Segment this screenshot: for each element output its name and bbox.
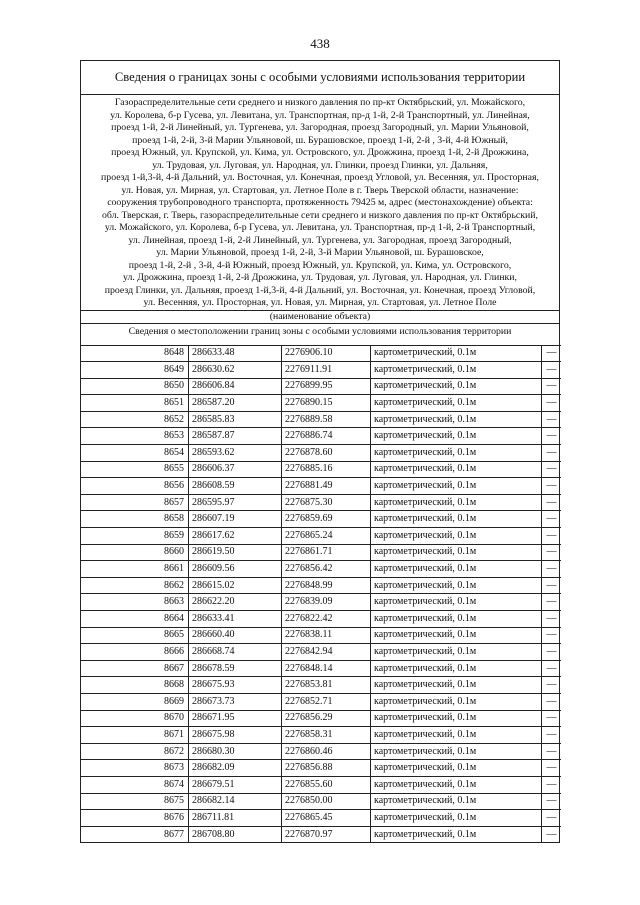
note-cell: —	[542, 743, 562, 760]
y-coordinate-cell: 2276852.71	[282, 693, 371, 710]
point-number-cell: 8659	[81, 528, 189, 545]
point-number-cell: 8656	[81, 478, 189, 495]
method-cell: картометрический, 0.1м	[371, 511, 542, 528]
table-row	[81, 577, 561, 594]
note-cell: —	[542, 528, 562, 545]
y-coordinate-cell: 2276848.99	[282, 577, 371, 594]
method-cell: картометрический, 0.1м	[371, 677, 542, 694]
object-description-line: ул. Марии Ульяновой, проезд 1-й, 2-й, 3-й Марии Ульяновой, ш. Бурашовское,	[156, 247, 484, 258]
point-number-cell: 8654	[81, 445, 189, 462]
note-cell: —	[542, 461, 562, 478]
table-row	[81, 378, 561, 395]
table-row	[81, 411, 561, 428]
table-row	[81, 561, 561, 578]
note-cell: —	[542, 693, 562, 710]
table-row	[81, 826, 561, 842]
object-description-line: сооружения трубопроводного транспорта, протяженность 79425 м, адрес (местонахождение) объекта:	[107, 197, 533, 208]
x-coordinate-cell: 286679.51	[189, 776, 282, 793]
table-row	[81, 793, 561, 810]
note-cell: —	[542, 577, 562, 594]
point-number-cell: 8663	[81, 594, 189, 611]
object-caption: (наименование объекта)	[81, 310, 559, 323]
note-cell: —	[542, 544, 562, 561]
point-number-cell: 8674	[81, 776, 189, 793]
y-coordinate-cell: 2276856.42	[282, 561, 371, 578]
table-row	[81, 544, 561, 561]
y-coordinate-cell: 2276856.88	[282, 760, 371, 777]
y-coordinate-cell: 2276875.30	[282, 494, 371, 511]
x-coordinate-cell: 286711.81	[189, 810, 282, 827]
object-description-line: ул. Новая, ул. Мирная, ул. Стартовая, ул. Летное Поле в г. Тверь Тверской области, назначение:	[121, 184, 519, 196]
x-coordinate-cell: 286617.62	[189, 528, 282, 545]
table-row	[81, 627, 561, 644]
note-cell: —	[542, 511, 562, 528]
x-coordinate-cell: 286633.41	[189, 611, 282, 628]
method-cell: картометрический, 0.1м	[371, 627, 542, 644]
method-cell: картометрический, 0.1м	[371, 710, 542, 727]
x-coordinate-cell: 286678.59	[189, 660, 282, 677]
object-description-line: ул. Линейная, проезд 1-й, 2-й Линейный, ул. Тургенева, ул. Загородная, проезд Загородный,	[128, 234, 512, 246]
x-coordinate-cell: 286682.14	[189, 793, 282, 810]
coordinates-table	[81, 345, 561, 843]
x-coordinate-cell: 286675.98	[189, 727, 282, 744]
object-description-line: проезд 1-й, 2-й , 3-й, 4-й Южный, проезд Южный, ул. Крупской, ул. Кима, ул. Островского,	[128, 259, 512, 271]
method-cell: картометрический, 0.1м	[371, 395, 542, 412]
method-cell: картометрический, 0.1м	[371, 810, 542, 827]
method-cell: картометрический, 0.1м	[371, 345, 542, 362]
table-row	[81, 395, 561, 412]
point-number-cell: 8660	[81, 544, 189, 561]
table-row	[81, 776, 561, 793]
point-number-cell: 8652	[81, 411, 189, 428]
note-cell: —	[542, 644, 562, 661]
point-number-cell: 8676	[81, 810, 189, 827]
x-coordinate-cell: 286708.80	[189, 826, 282, 842]
x-coordinate-cell: 286619.50	[189, 544, 282, 561]
table-row	[81, 461, 561, 478]
y-coordinate-cell: 2276822.42	[282, 611, 371, 628]
method-cell: картометрический, 0.1м	[371, 611, 542, 628]
point-number-cell: 8655	[81, 461, 189, 478]
object-description-line: обл. Тверская, г. Тверь, газораспределительные сети среднего и низкого давления по пр-кт Октябрьский,	[102, 209, 538, 221]
point-number-cell: 8651	[81, 395, 189, 412]
method-cell: картометрический, 0.1м	[371, 445, 542, 462]
x-coordinate-cell: 286609.56	[189, 561, 282, 578]
y-coordinate-cell: 2276860.46	[282, 743, 371, 760]
method-cell: картометрический, 0.1м	[371, 528, 542, 545]
point-number-cell: 8653	[81, 428, 189, 445]
object-description-line: проезд 1-й,3-й, 4-й Дальний, ул. Восточная, ул. Конечная, проезд Угловой, ул. Весенняя, ул. Просторная,	[101, 172, 539, 183]
y-coordinate-cell: 2276911.91	[282, 362, 371, 379]
x-coordinate-cell: 286593.62	[189, 445, 282, 462]
method-cell: картометрический, 0.1м	[371, 660, 542, 677]
point-number-cell: 8665	[81, 627, 189, 644]
note-cell: —	[542, 710, 562, 727]
note-cell: —	[542, 494, 562, 511]
table-row	[81, 428, 561, 445]
note-cell: —	[542, 810, 562, 827]
table-row	[81, 760, 561, 777]
note-cell: —	[542, 395, 562, 412]
point-number-cell: 8668	[81, 677, 189, 694]
note-cell: —	[542, 445, 562, 462]
table-row	[81, 677, 561, 694]
y-coordinate-cell: 2276889.58	[282, 411, 371, 428]
point-number-cell: 8664	[81, 611, 189, 628]
note-cell: —	[542, 727, 562, 744]
point-number-cell: 8657	[81, 494, 189, 511]
table-row	[81, 362, 561, 379]
y-coordinate-cell: 2276842.94	[282, 644, 371, 661]
x-coordinate-cell: 286675.93	[189, 677, 282, 694]
x-coordinate-cell: 286606.84	[189, 378, 282, 395]
y-coordinate-cell: 2276881.49	[282, 478, 371, 495]
x-coordinate-cell: 286595.97	[189, 494, 282, 511]
x-coordinate-cell: 286671.95	[189, 710, 282, 727]
x-coordinate-cell: 286622.20	[189, 594, 282, 611]
table-row	[81, 693, 561, 710]
object-description-line: ул. Трудовая, ул. Луговая, ул. Народная, ул. Глинки, проезд Глинки, ул. Дальняя,	[152, 159, 488, 171]
method-cell: картометрический, 0.1м	[371, 428, 542, 445]
note-cell: —	[542, 478, 562, 495]
x-coordinate-cell: 286607.19	[189, 511, 282, 528]
method-cell: картометрический, 0.1м	[371, 362, 542, 379]
page-number: 438	[310, 36, 330, 51]
method-cell: картометрический, 0.1м	[371, 478, 542, 495]
table-row	[81, 511, 561, 528]
method-cell: картометрический, 0.1м	[371, 378, 542, 395]
note-cell: —	[542, 411, 562, 428]
form-title: Сведения о границах зоны с особыми условиями использования территории	[81, 61, 559, 95]
object-description	[81, 95, 559, 310]
note-cell: —	[542, 362, 562, 379]
method-cell: картометрический, 0.1м	[371, 644, 542, 661]
x-coordinate-cell: 286606.37	[189, 461, 282, 478]
note-cell: —	[542, 594, 562, 611]
method-cell: картометрический, 0.1м	[371, 577, 542, 594]
x-coordinate-cell: 286615.02	[189, 577, 282, 594]
y-coordinate-cell: 2276839.09	[282, 594, 371, 611]
x-coordinate-cell: 286587.20	[189, 395, 282, 412]
table-row	[81, 478, 561, 495]
section-title: Сведения о местоположении границ зоны с особыми условиями использования территории	[81, 323, 559, 345]
x-coordinate-cell: 286587.87	[189, 428, 282, 445]
method-cell: картометрический, 0.1м	[371, 494, 542, 511]
zone-boundary-form	[80, 60, 560, 843]
table-row	[81, 660, 561, 677]
y-coordinate-cell: 2276865.24	[282, 528, 371, 545]
y-coordinate-cell: 2276870.97	[282, 826, 371, 842]
y-coordinate-cell: 2276865.45	[282, 810, 371, 827]
y-coordinate-cell: 2276853.81	[282, 677, 371, 694]
x-coordinate-cell: 286673.73	[189, 693, 282, 710]
object-description-line: проезд 1-й, 2-й, 3-й Марии Ульяновой, ш. Бурашовское, проезд 1-й, 2-й , 3-й, 4-й Южный,	[132, 134, 508, 146]
x-coordinate-cell: 286585.83	[189, 411, 282, 428]
object-description-line: ул. Можайского, ул. Королева, б-р Гусева, ул. Левитана, ул. Транспортная, пр-д 1-й, 2-й Транспортный,	[104, 222, 536, 233]
point-number-cell: 8669	[81, 693, 189, 710]
y-coordinate-cell: 2276878.60	[282, 445, 371, 462]
point-number-cell: 8677	[81, 826, 189, 842]
point-number-cell: 8648	[81, 345, 189, 362]
method-cell: картометрический, 0.1м	[371, 727, 542, 744]
point-number-cell: 8667	[81, 660, 189, 677]
point-number-cell: 8671	[81, 727, 189, 744]
y-coordinate-cell: 2276838.11	[282, 627, 371, 644]
table-row	[81, 710, 561, 727]
x-coordinate-cell: 286668.74	[189, 644, 282, 661]
y-coordinate-cell: 2276886.74	[282, 428, 371, 445]
y-coordinate-cell: 2276861.71	[282, 544, 371, 561]
point-number-cell: 8661	[81, 561, 189, 578]
table-row	[81, 611, 561, 628]
method-cell: картометрический, 0.1м	[371, 461, 542, 478]
x-coordinate-cell: 286680.30	[189, 743, 282, 760]
object-description-line: ул. Дрожжина, проезд 1-й, 2-й Дрожжина, ул. Трудовая, ул. Луговая, ул. Народная, ул. Глинки,	[123, 272, 517, 283]
method-cell: картометрический, 0.1м	[371, 793, 542, 810]
table-row	[81, 528, 561, 545]
point-number-cell: 8649	[81, 362, 189, 379]
method-cell: картометрический, 0.1м	[371, 826, 542, 842]
y-coordinate-cell: 2276858.31	[282, 727, 371, 744]
y-coordinate-cell: 2276890.15	[282, 395, 371, 412]
note-cell: —	[542, 428, 562, 445]
point-number-cell: 8650	[81, 378, 189, 395]
y-coordinate-cell: 2276848.14	[282, 660, 371, 677]
x-coordinate-cell: 286630.62	[189, 362, 282, 379]
y-coordinate-cell: 2276856.29	[282, 710, 371, 727]
point-number-cell: 8672	[81, 743, 189, 760]
object-description-line: проезд Глинки, ул. Дальняя, проезд 1-й,3-й, 4-й Дальний, ул. Восточная, ул. Конечная, проезд Угловой,	[104, 284, 536, 296]
table-row	[81, 445, 561, 462]
note-cell: —	[542, 760, 562, 777]
y-coordinate-cell: 2276855.60	[282, 776, 371, 793]
object-description-line: ул. Королева, б-р Гусева, ул. Левитана, ул. Транспортная, пр-д 1-й, 2-й Транспортный, ул. Линейная,	[110, 109, 530, 121]
object-description-line: ул. Весенняя, ул. Просторная, ул. Новая, ул. Мирная, ул. Стартовая, ул. Летное Поле	[143, 297, 497, 308]
method-cell: картометрический, 0.1м	[371, 544, 542, 561]
note-cell: —	[542, 611, 562, 628]
object-description-line: Газораспределительные сети среднего и низкого давления по пр-кт Октябрьский, ул. Можайского,	[114, 97, 526, 108]
note-cell: —	[542, 345, 562, 362]
table-row	[81, 810, 561, 827]
method-cell: картометрический, 0.1м	[371, 561, 542, 578]
object-description-line: проезд 1-й, 2-й Линейный, ул. Тургенева, ул. Загородная, проезд Загородный, ул. Марии Ульяновой,	[111, 122, 529, 133]
y-coordinate-cell: 2276899.95	[282, 378, 371, 395]
x-coordinate-cell: 286633.48	[189, 345, 282, 362]
y-coordinate-cell: 2276850.00	[282, 793, 371, 810]
point-number-cell: 8673	[81, 760, 189, 777]
note-cell: —	[542, 776, 562, 793]
method-cell: картометрический, 0.1м	[371, 693, 542, 710]
method-cell: картометрический, 0.1м	[371, 760, 542, 777]
note-cell: —	[542, 677, 562, 694]
point-number-cell: 8675	[81, 793, 189, 810]
point-number-cell: 8658	[81, 511, 189, 528]
table-row	[81, 644, 561, 661]
point-number-cell: 8662	[81, 577, 189, 594]
table-row	[81, 727, 561, 744]
note-cell: —	[542, 793, 562, 810]
method-cell: картометрический, 0.1м	[371, 594, 542, 611]
point-number-cell: 8670	[81, 710, 189, 727]
note-cell: —	[542, 627, 562, 644]
x-coordinate-cell: 286660.40	[189, 627, 282, 644]
table-row	[81, 743, 561, 760]
object-description-line: проезд Южный, ул. Крупской, ул. Кима, ул. Островского, ул. Дрожжина, проезд 1-й, 2-й Дрожжина,	[111, 147, 529, 158]
note-cell: —	[542, 826, 562, 842]
y-coordinate-cell: 2276859.69	[282, 511, 371, 528]
method-cell: картометрический, 0.1м	[371, 776, 542, 793]
y-coordinate-cell: 2276885.16	[282, 461, 371, 478]
note-cell: —	[542, 561, 562, 578]
method-cell: картометрический, 0.1м	[371, 743, 542, 760]
method-cell: картометрический, 0.1м	[371, 411, 542, 428]
table-row	[81, 345, 561, 362]
point-number-cell: 8666	[81, 644, 189, 661]
table-row	[81, 594, 561, 611]
table-row	[81, 494, 561, 511]
note-cell: —	[542, 378, 562, 395]
y-coordinate-cell: 2276906.10	[282, 345, 371, 362]
x-coordinate-cell: 286682.09	[189, 760, 282, 777]
x-coordinate-cell: 286608.59	[189, 478, 282, 495]
note-cell: —	[542, 660, 562, 677]
